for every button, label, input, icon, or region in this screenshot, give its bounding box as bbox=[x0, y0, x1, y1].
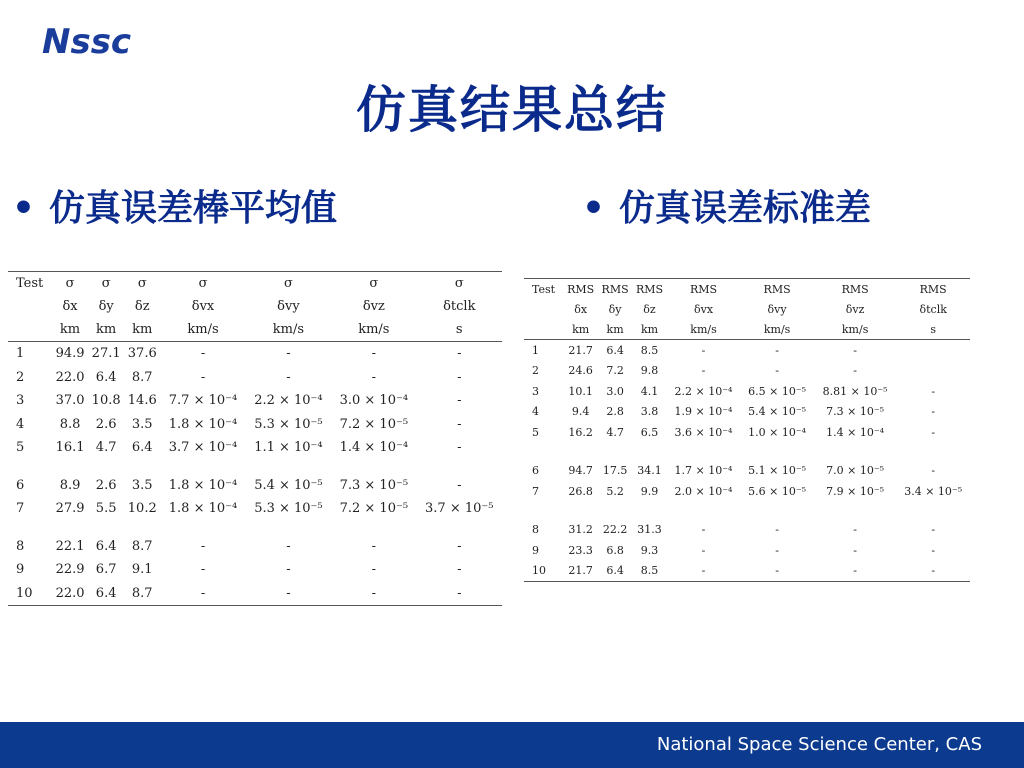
table-cell bbox=[52, 460, 88, 474]
table-cell: 8.81 × 10⁻⁵ bbox=[822, 384, 888, 398]
table-cell: - bbox=[457, 416, 462, 432]
table-cell: 23.3 bbox=[568, 543, 593, 557]
table-cell: 3.0 bbox=[606, 384, 624, 398]
table-cell: - bbox=[853, 364, 857, 378]
table-cell: 9 bbox=[16, 562, 25, 578]
table-cell: - bbox=[896, 561, 970, 582]
table-cell: 6 bbox=[532, 464, 539, 478]
table-cell: 3.7 × 10⁻⁵ bbox=[425, 501, 494, 517]
table-cell: 10.2 bbox=[127, 501, 157, 517]
table-header-cell: RMS bbox=[740, 279, 814, 300]
table-cell bbox=[896, 361, 970, 382]
table-cell: - bbox=[931, 543, 936, 557]
table-cell: 6.4 bbox=[131, 440, 153, 456]
table-cell: 3.6 × 10⁻⁴ bbox=[674, 425, 733, 439]
table-cell: 1.7 × 10⁻⁴ bbox=[674, 464, 733, 478]
table-cell: 10 bbox=[524, 561, 563, 582]
table-cell: 22.2 bbox=[602, 523, 628, 537]
table-cell bbox=[524, 443, 563, 461]
table-cell: 1.4 × 10⁻⁴ bbox=[339, 440, 409, 456]
table-header-cell: σ bbox=[88, 272, 124, 296]
table-cell: 6.4 bbox=[606, 343, 624, 357]
table-header-cell: δz bbox=[643, 302, 656, 316]
table-cell bbox=[740, 443, 814, 461]
table-cell: 1.1 × 10⁻⁴ bbox=[254, 440, 323, 456]
table-cell: - bbox=[853, 543, 857, 557]
mean-error-table bbox=[8, 271, 502, 606]
table-header-cell: δvy bbox=[277, 299, 300, 314]
footer-text: National Space Science Center, CAS bbox=[656, 734, 982, 755]
table-cell: 6.8 bbox=[606, 543, 624, 557]
table-cell: - bbox=[853, 523, 857, 537]
table-cell: 2.2 × 10⁻⁴ bbox=[674, 384, 733, 398]
table-header-cell: σ bbox=[417, 272, 502, 296]
table-cell: - bbox=[417, 582, 502, 606]
table-cell: - bbox=[701, 543, 706, 557]
table-cell bbox=[331, 460, 416, 474]
table-cell: 2.0 × 10⁻⁴ bbox=[674, 484, 733, 498]
table-cell: 8 bbox=[532, 523, 539, 537]
table-cell bbox=[160, 460, 245, 474]
table-header-row bbox=[8, 318, 502, 342]
table-cell: 10.1 bbox=[568, 384, 593, 398]
table-cell: - bbox=[371, 538, 377, 554]
table-cell: 6.7 bbox=[95, 562, 117, 578]
table-cell: - bbox=[931, 464, 936, 478]
table-row bbox=[524, 361, 970, 382]
table-cell: - bbox=[160, 582, 245, 606]
table-cell: 9.1 bbox=[131, 562, 153, 578]
table-row bbox=[8, 342, 502, 366]
table-cell: 2.6 bbox=[95, 477, 117, 493]
table-header-cell: km/s bbox=[814, 319, 896, 340]
table-header-row bbox=[524, 319, 970, 340]
nssc-logo bbox=[40, 22, 164, 62]
table-header-cell: RMS bbox=[598, 279, 632, 300]
table-spacer-row bbox=[8, 521, 502, 535]
table-row bbox=[524, 540, 970, 561]
table-cell: 22.0 bbox=[55, 369, 85, 385]
page-title: 仿真结果总结 bbox=[356, 81, 668, 139]
table-header-cell: km bbox=[632, 319, 666, 340]
table-cell: 37.6 bbox=[127, 346, 157, 362]
table-cell: - bbox=[667, 561, 741, 582]
table-header-cell: σ bbox=[246, 272, 331, 296]
table-cell: 4.7 bbox=[95, 440, 117, 456]
table-cell bbox=[246, 460, 331, 474]
table-cell bbox=[417, 521, 502, 535]
table-cell: - bbox=[853, 343, 857, 357]
table-spacer-row bbox=[524, 502, 970, 520]
table-cell: 3.5 bbox=[131, 416, 153, 432]
table-cell: 16.2 bbox=[568, 425, 593, 439]
table-header-cell: δz bbox=[134, 299, 150, 314]
table-header-row bbox=[524, 279, 970, 300]
table-cell: 8 bbox=[16, 538, 25, 554]
table-cell: 5 bbox=[532, 425, 539, 439]
table-cell: 4 bbox=[16, 416, 25, 432]
table-header-row bbox=[8, 295, 502, 318]
table-cell: - bbox=[931, 384, 936, 398]
table-cell: 1 bbox=[16, 346, 25, 362]
table-cell bbox=[124, 521, 160, 535]
table-cell: - bbox=[457, 440, 462, 456]
table-cell: 7.2 bbox=[606, 364, 624, 378]
table-cell: 7 bbox=[532, 484, 539, 498]
table-cell: 2.2 × 10⁻⁴ bbox=[254, 393, 323, 409]
table-cell: - bbox=[701, 523, 706, 537]
table-cell bbox=[632, 443, 666, 461]
table-cell: 3.0 × 10⁻⁴ bbox=[339, 393, 409, 409]
table-header-cell: km bbox=[52, 318, 88, 342]
table-cell bbox=[598, 502, 632, 520]
table-cell: 22.0 bbox=[52, 582, 88, 606]
table-cell: - bbox=[371, 369, 377, 385]
table-cell: 21.7 bbox=[568, 343, 593, 357]
table-header-cell: RMS bbox=[667, 279, 741, 300]
table-cell: 1.9 × 10⁻⁴ bbox=[674, 405, 733, 419]
table-row bbox=[8, 582, 502, 606]
table-cell bbox=[667, 502, 741, 520]
table-header-cell: km/s bbox=[667, 319, 741, 340]
table-cell: - bbox=[200, 346, 206, 362]
table-header-cell: RMS bbox=[814, 279, 896, 300]
table-cell: 7 bbox=[16, 501, 25, 517]
table-cell: 3.7 × 10⁻⁴ bbox=[168, 440, 238, 456]
table-cell bbox=[8, 521, 52, 535]
table-cell: 17.5 bbox=[602, 464, 628, 478]
table-cell: - bbox=[331, 582, 416, 606]
table-cell: - bbox=[457, 477, 462, 493]
table-cell: 6.4 bbox=[598, 561, 632, 582]
table-cell: - bbox=[286, 562, 291, 578]
table-row bbox=[8, 413, 502, 437]
table-cell: 8.7 bbox=[131, 538, 153, 554]
table-cell: 9.8 bbox=[640, 364, 659, 378]
table-cell: - bbox=[740, 561, 814, 582]
table-cell: - bbox=[931, 523, 936, 537]
table-cell: 26.8 bbox=[568, 484, 593, 498]
table-header-cell: σ bbox=[331, 272, 416, 296]
table-cell: - bbox=[457, 393, 462, 409]
table-cell: 10.8 bbox=[91, 393, 121, 409]
table-row bbox=[524, 481, 970, 502]
table-cell: 1.8 × 10⁻⁴ bbox=[168, 477, 238, 493]
table-header-cell: Test bbox=[8, 272, 52, 296]
table-row bbox=[524, 381, 970, 402]
table-cell: 2 bbox=[16, 369, 25, 385]
table-header-cell: km/s bbox=[740, 319, 814, 340]
table-cell: 7.7 × 10⁻⁴ bbox=[168, 393, 238, 409]
table-cell: 2.8 bbox=[606, 405, 624, 419]
table-cell: 94.7 bbox=[568, 464, 593, 478]
table-header-cell: δvy bbox=[767, 302, 787, 316]
table-cell: 7.2 × 10⁻⁵ bbox=[339, 416, 409, 432]
table-cell: - bbox=[200, 369, 206, 385]
table-cell bbox=[160, 521, 245, 535]
logo-text: Nssc bbox=[42, 22, 132, 62]
table-header-cell bbox=[524, 299, 563, 319]
table-row bbox=[8, 474, 502, 498]
table-cell bbox=[814, 443, 896, 461]
table-cell: 6.4 bbox=[95, 538, 117, 554]
table-cell bbox=[740, 502, 814, 520]
table-cell: 31.3 bbox=[637, 523, 662, 537]
std-error-table bbox=[524, 278, 970, 582]
table-header-cell bbox=[8, 318, 52, 342]
table-header-cell: δvx bbox=[693, 302, 714, 316]
table-cell: 27.9 bbox=[55, 501, 85, 517]
table-cell: 5.3 × 10⁻⁵ bbox=[254, 501, 323, 517]
bullet-left bbox=[12, 180, 337, 231]
table-header-cell: s bbox=[896, 319, 970, 340]
table-cell: - bbox=[701, 343, 706, 357]
footer-bar bbox=[0, 722, 1024, 768]
table-cell bbox=[632, 502, 666, 520]
table-cell: - bbox=[775, 343, 779, 357]
table-header-cell: σ bbox=[160, 272, 245, 296]
table-cell: 27.1 bbox=[91, 346, 121, 362]
table-cell bbox=[417, 460, 502, 474]
table-cell: 6 bbox=[16, 477, 25, 493]
bullet-right-label: 仿真误差标准差 bbox=[619, 188, 872, 229]
table-cell: 1.0 × 10⁻⁴ bbox=[748, 425, 807, 439]
table-cell: 7.2 × 10⁻⁵ bbox=[339, 501, 409, 517]
table-cell bbox=[814, 502, 896, 520]
table-cell: 3.8 bbox=[640, 405, 659, 419]
bullet-left-label: 仿真误差棒平均值 bbox=[49, 188, 338, 229]
table-header-cell: σ bbox=[52, 272, 88, 296]
table-header-cell: σ bbox=[124, 272, 160, 296]
bullet-right bbox=[582, 180, 871, 231]
table-cell: 3.4 × 10⁻⁵ bbox=[904, 484, 963, 498]
table-header-cell: RMS bbox=[632, 279, 666, 300]
table-cell: 5.6 × 10⁻⁵ bbox=[748, 484, 807, 498]
table-cell: 8.7 bbox=[131, 369, 153, 385]
table-header-cell: δtclk bbox=[443, 299, 476, 314]
table-row bbox=[8, 497, 502, 521]
table-cell: - bbox=[457, 562, 462, 578]
table-cell bbox=[52, 521, 88, 535]
table-row bbox=[8, 535, 502, 559]
table-cell: 9.4 bbox=[571, 405, 590, 419]
table-header-cell: δy bbox=[98, 299, 114, 314]
table-cell: 37.0 bbox=[55, 393, 85, 409]
table-header-row bbox=[524, 299, 970, 319]
table-cell bbox=[896, 340, 970, 361]
table-header-cell: km/s bbox=[246, 318, 331, 342]
bullet-dot: • bbox=[12, 188, 36, 229]
table-cell: 1.8 × 10⁻⁴ bbox=[168, 416, 238, 432]
table-cell: 21.7 bbox=[563, 561, 597, 582]
table-cell: 6.4 bbox=[95, 369, 117, 385]
table-header-row bbox=[8, 272, 502, 296]
table-header-cell: km bbox=[563, 319, 597, 340]
table-row bbox=[8, 389, 502, 413]
table-cell: 9 bbox=[532, 543, 539, 557]
table-cell: 8.5 bbox=[640, 343, 659, 357]
table-cell: 3 bbox=[532, 384, 539, 398]
table-cell: 5.1 × 10⁻⁵ bbox=[748, 464, 807, 478]
table-cell: 8.5 bbox=[632, 561, 666, 582]
table-cell: 8.9 bbox=[59, 477, 81, 493]
table-row bbox=[524, 422, 970, 443]
table-cell: 6.4 bbox=[88, 582, 124, 606]
table-cell: - bbox=[286, 346, 291, 362]
table-header-cell: RMS bbox=[896, 279, 970, 300]
table-header-cell: δvz bbox=[845, 302, 865, 316]
table-cell bbox=[124, 460, 160, 474]
table-cell: - bbox=[701, 364, 706, 378]
table-cell: 7.9 × 10⁻⁵ bbox=[826, 484, 885, 498]
table-cell bbox=[896, 502, 970, 520]
table-cell: 2 bbox=[532, 364, 539, 378]
table-cell: 5.4 × 10⁻⁵ bbox=[748, 405, 807, 419]
table-cell: - bbox=[814, 561, 896, 582]
table-cell: 24.6 bbox=[568, 364, 593, 378]
table-cell: 10 bbox=[8, 582, 52, 606]
table-cell: 94.9 bbox=[55, 346, 85, 362]
table-cell: 6.5 bbox=[640, 425, 659, 439]
table-cell: 9.9 bbox=[640, 484, 659, 498]
table-cell bbox=[896, 443, 970, 461]
table-cell: 1.4 × 10⁻⁴ bbox=[826, 425, 885, 439]
table-cell: 4 bbox=[532, 405, 539, 419]
table-cell bbox=[524, 502, 563, 520]
table-header-cell bbox=[8, 295, 52, 318]
table-cell: 5.3 × 10⁻⁵ bbox=[254, 416, 323, 432]
table-cell bbox=[88, 460, 124, 474]
table-cell bbox=[8, 460, 52, 474]
table-cell: 1 bbox=[532, 343, 539, 357]
table-cell bbox=[598, 443, 632, 461]
table-header-cell: km/s bbox=[160, 318, 245, 342]
table-cell: 3.5 bbox=[131, 477, 153, 493]
table-cell: 34.1 bbox=[637, 464, 662, 478]
table-header-cell: δvz bbox=[362, 299, 385, 314]
table-cell: 3 bbox=[16, 393, 25, 409]
table-cell: 7.3 × 10⁻⁵ bbox=[339, 477, 409, 493]
table-cell: 1.8 × 10⁻⁴ bbox=[168, 501, 238, 517]
table-cell: - bbox=[246, 582, 331, 606]
table-row bbox=[8, 558, 502, 582]
table-cell: - bbox=[457, 346, 462, 362]
table-row bbox=[524, 520, 970, 541]
table-header-cell: δx bbox=[62, 299, 78, 314]
table-cell: 9.3 bbox=[640, 543, 659, 557]
table-row bbox=[8, 366, 502, 390]
table-cell bbox=[246, 521, 331, 535]
table-cell bbox=[667, 443, 741, 461]
table-cell: 5.5 bbox=[95, 501, 117, 517]
table-row bbox=[524, 402, 970, 423]
table-cell: 22.9 bbox=[55, 562, 85, 578]
table-cell: - bbox=[775, 523, 779, 537]
table-cell: 8.8 bbox=[59, 416, 81, 432]
table-cell: 4.7 bbox=[606, 425, 624, 439]
table-cell: 14.6 bbox=[127, 393, 157, 409]
table-spacer-row bbox=[524, 443, 970, 461]
table-cell: - bbox=[371, 562, 377, 578]
table-cell: 8.7 bbox=[124, 582, 160, 606]
table-cell: 5 bbox=[16, 440, 25, 456]
table-row bbox=[524, 561, 970, 582]
table-header-cell: δx bbox=[574, 302, 588, 316]
table-row bbox=[524, 461, 970, 482]
table-cell: - bbox=[457, 369, 462, 385]
table-cell bbox=[88, 521, 124, 535]
table-cell: 5.4 × 10⁻⁵ bbox=[254, 477, 323, 493]
table-cell: - bbox=[457, 538, 462, 554]
table-cell: 2.6 bbox=[95, 416, 117, 432]
table-cell: - bbox=[931, 405, 936, 419]
table-cell: - bbox=[775, 543, 779, 557]
table-header-cell: km bbox=[124, 318, 160, 342]
table-header-cell: Test bbox=[524, 279, 563, 300]
table-header-cell: km/s bbox=[331, 318, 416, 342]
table-cell bbox=[331, 521, 416, 535]
table-cell: - bbox=[931, 425, 936, 439]
table-header-cell: s bbox=[417, 318, 502, 342]
table-header-cell: δvx bbox=[191, 299, 215, 314]
table-row bbox=[8, 436, 502, 460]
table-header-cell: δtclk bbox=[919, 302, 947, 316]
table-cell: 16.1 bbox=[55, 440, 85, 456]
table-spacer-row bbox=[8, 460, 502, 474]
table-header-cell: km bbox=[598, 319, 632, 340]
table-cell: - bbox=[775, 364, 779, 378]
table-header-cell: RMS bbox=[563, 279, 597, 300]
table-cell: - bbox=[286, 538, 291, 554]
table-cell: - bbox=[200, 562, 206, 578]
table-cell: 7.0 × 10⁻⁵ bbox=[826, 464, 885, 478]
table-cell: 5.2 bbox=[606, 484, 624, 498]
table-row bbox=[524, 340, 970, 361]
table-cell: 7.3 × 10⁻⁵ bbox=[826, 405, 885, 419]
table-header-cell: δy bbox=[608, 302, 622, 316]
table-cell: - bbox=[200, 538, 206, 554]
table-header-cell: km bbox=[88, 318, 124, 342]
table-cell: - bbox=[371, 346, 377, 362]
table-cell: 22.1 bbox=[55, 538, 85, 554]
table-cell: 6.5 × 10⁻⁵ bbox=[748, 384, 807, 398]
bullet-dot: • bbox=[582, 188, 606, 229]
table-cell: 31.2 bbox=[568, 523, 593, 537]
table-cell bbox=[563, 502, 597, 520]
table-cell bbox=[563, 443, 597, 461]
table-cell: 4.1 bbox=[640, 384, 659, 398]
table-cell: - bbox=[286, 369, 291, 385]
table-header-cell bbox=[524, 319, 563, 340]
